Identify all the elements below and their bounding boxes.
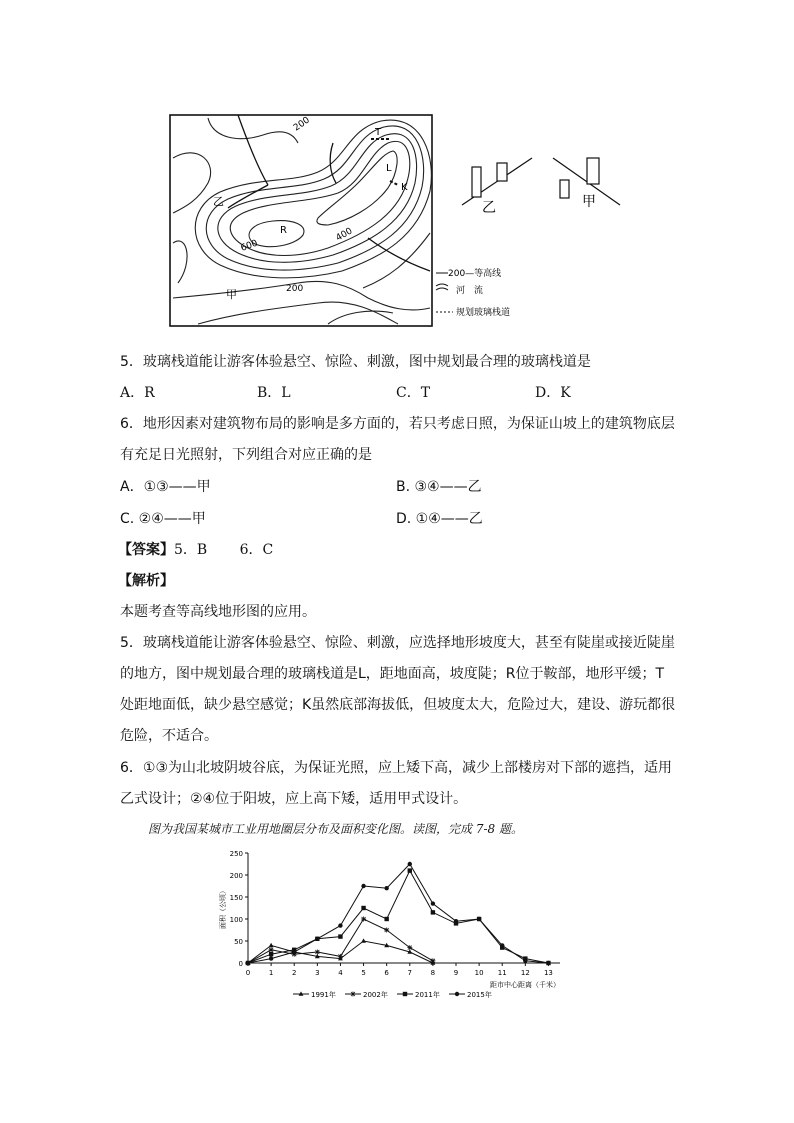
contour-line — [173, 153, 211, 213]
data-point-3 — [477, 917, 481, 921]
legend-marker-1 — [351, 992, 356, 997]
x-tick-label: 7 — [407, 969, 413, 977]
chart-intro: 图为我国某城市工业用地圈层分布及面积变化图。读图，完成 7-8 题。 — [148, 822, 523, 836]
x-tick-label: 11 — [497, 969, 507, 977]
analysis-p5-line2: 的地方，图中规划最合理的玻璃栈道是L，距地面高，坡度陡；R位于鞍部，地形平缓；T — [120, 666, 665, 682]
q6-text-line1: 6．地形因素对建筑物布局的影响是多方面的，若只考虑日照，为保证山坡上的建筑物底层 — [120, 416, 675, 432]
diagram-label-jia: 甲 — [582, 194, 596, 210]
legend-river-text: 河 流 — [456, 286, 484, 296]
data-point-2 — [431, 910, 435, 914]
point-label-T: T — [375, 127, 382, 138]
data-point-3 — [384, 886, 388, 890]
y-tick-label: 0 — [238, 960, 243, 968]
data-point-3 — [431, 901, 435, 905]
x-tick-label: 5 — [361, 969, 366, 977]
contour-label-600: 600 — [239, 238, 260, 254]
answer-label: 【答案】 — [118, 542, 174, 558]
data-point-3 — [500, 943, 504, 947]
data-point-0 — [361, 938, 366, 942]
legend-label-1: 2002年 — [363, 991, 388, 999]
data-point-2 — [408, 868, 412, 872]
place-label-jia: 甲 — [226, 288, 237, 301]
data-point-1 — [315, 950, 320, 955]
x-tick-label: 0 — [245, 969, 251, 977]
x-tick-label: 3 — [315, 969, 320, 977]
legend-river-swatch — [436, 284, 448, 290]
q6-option-b: B. ③④——乙 — [396, 479, 482, 495]
data-point-3 — [269, 956, 273, 960]
contour-line — [208, 118, 298, 143]
industrial-land-chart — [215, 845, 575, 1005]
y-tick-label: 50 — [234, 938, 243, 946]
y-tick-label: 100 — [229, 916, 243, 924]
data-point-3 — [546, 961, 550, 965]
building-jia-low — [560, 180, 569, 198]
legend-label-2: 2011年 — [415, 991, 440, 999]
answer-text: 5．B 6．C — [174, 542, 274, 558]
legend-label-0: 1991年 — [311, 991, 336, 999]
x-tick-label: 13 — [543, 969, 553, 977]
y-tick-label: 150 — [229, 894, 243, 902]
y-tick-label: 200 — [229, 872, 243, 880]
q5-option-d: D．K — [535, 385, 571, 401]
contour-line — [173, 241, 187, 283]
data-point-3 — [292, 950, 296, 954]
data-point-2 — [384, 917, 388, 921]
place-label-yi: 乙 — [213, 195, 224, 208]
data-point-1 — [361, 917, 366, 922]
x-tick-label: 6 — [384, 969, 389, 977]
x-tick-label: 10 — [474, 969, 484, 977]
q5-option-b: B．L — [257, 385, 291, 401]
q5-text: 5．玻璃栈道能让游客体验悬空、惊险、刺激，图中规划最合理的玻璃栈道是 — [120, 354, 591, 370]
contour-label-400: 400 — [334, 226, 355, 244]
data-point-1 — [430, 958, 435, 963]
analysis-p6-line2: 乙式设计；②④位于阳坡，应上高下矮，适用甲式设计。 — [120, 791, 468, 807]
data-point-2 — [269, 952, 273, 956]
data-point-2 — [361, 906, 365, 910]
contour-line — [230, 141, 410, 255]
analysis-label: 【解析】 — [118, 573, 174, 589]
building-yi-low — [472, 167, 481, 197]
data-point-3 — [246, 961, 250, 965]
legend-label-3: 2015年 — [467, 991, 492, 999]
data-point-3 — [338, 923, 342, 927]
x-tick-label: 8 — [430, 969, 436, 977]
building-jia-high — [587, 158, 599, 184]
x-axis-label: 距市中心距离（千米） — [490, 981, 560, 989]
river-line — [238, 115, 268, 185]
data-point-1 — [269, 947, 274, 952]
data-point-1 — [338, 954, 343, 959]
contour-label-200-bottom: 200 — [286, 284, 304, 294]
x-tick-label: 9 — [453, 969, 459, 977]
legend-marker-3 — [455, 992, 459, 996]
q6-option-d: D. ①④——乙 — [396, 511, 483, 527]
legend-marker-2 — [403, 992, 407, 996]
building-diagram — [460, 150, 630, 215]
legend-contour-text: 200—等高线 — [448, 269, 502, 279]
x-tick-label: 1 — [268, 969, 274, 977]
x-tick-label: 4 — [338, 969, 343, 977]
contour-map — [168, 113, 568, 328]
river-line — [330, 143, 336, 183]
analysis-p5-line3: 处距地面低，缺少悬空感觉；K虽然底部海拔低，但坡度太大，危险过大，建设、游玩都很 — [120, 697, 676, 713]
contour-line — [198, 302, 398, 324]
building-yi-high — [497, 163, 507, 181]
q6-option-c: C. ②④——甲 — [120, 511, 206, 527]
data-point-3 — [361, 884, 365, 888]
analysis-p5-line4: 危险，不适合。 — [120, 728, 218, 744]
x-tick-label: 2 — [291, 969, 297, 977]
y-axis-label: 面积（公顷） — [219, 887, 227, 929]
analysis-p5-line1: 5．玻璃栈道能让游客体验悬空、惊险、刺激，应选择地形坡度大，甚至有陡崖或接近陡崖 — [120, 635, 675, 651]
river-line — [368, 238, 430, 271]
data-point-1 — [407, 945, 412, 950]
point-label-K: K — [401, 182, 408, 193]
x-tick-label: 12 — [520, 969, 530, 977]
point-label-R: R — [280, 225, 287, 236]
data-point-3 — [408, 862, 412, 866]
y-tick-label: 250 — [229, 850, 243, 858]
contour-line — [249, 221, 304, 247]
q6-option-a: A．①③——甲 — [120, 479, 211, 495]
data-point-3 — [315, 937, 319, 941]
point-label-L: L — [386, 163, 392, 174]
analysis-intro: 本题考查等高线地形图的应用。 — [120, 604, 316, 620]
analysis-p6-line1: 6．①③为山北坡阴坡谷底，为保证光照，应上矮下高，减少上部楼房对下部的遮挡，适用 — [120, 760, 673, 776]
data-point-3 — [523, 959, 527, 963]
contour-line — [328, 311, 393, 324]
diagram-label-yi: 乙 — [482, 200, 496, 215]
q6-text-line2: 有充足日光照射，下列组合对应正确的是 — [120, 447, 372, 463]
data-point-2 — [338, 934, 342, 938]
legend-path-text: 规划玻璃栈道 — [456, 308, 511, 318]
q5-option-a: A．R — [120, 385, 155, 401]
data-point-3 — [454, 919, 458, 923]
answer-row — [118, 540, 273, 560]
contour-label-200-top: 200 — [291, 115, 312, 134]
q5-option-c: C．T — [396, 385, 431, 401]
data-point-1 — [384, 928, 389, 933]
data-point-0 — [269, 943, 274, 947]
